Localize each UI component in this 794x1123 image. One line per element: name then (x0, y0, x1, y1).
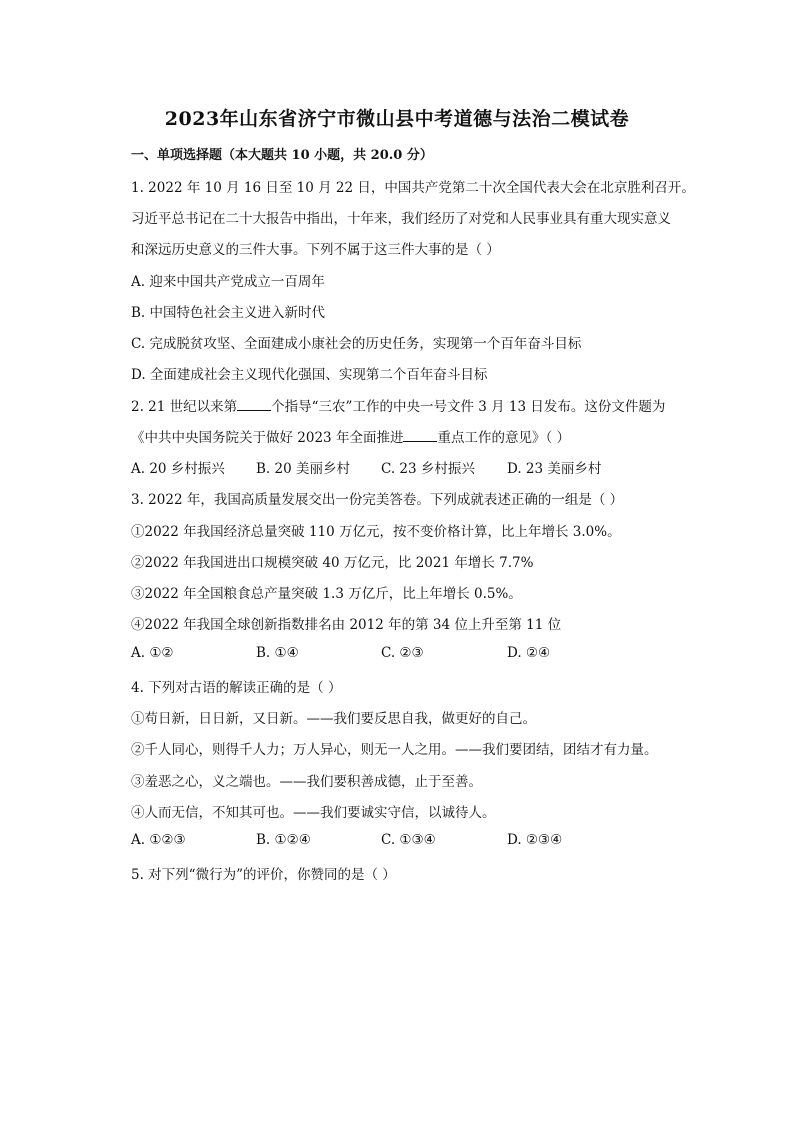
page-title: 2023年山东省济宁市微山县中考道德与法治二模试卷 (164, 108, 630, 130)
question-2-option-b: B. 20 美丽乡村 (256, 461, 350, 477)
question-3-option-d: D. ②④ (507, 645, 551, 661)
question-1-option-a: A. 迎来中国共产党成立一百周年 (131, 274, 325, 290)
question-1-option-d: D. 全面建成社会主义现代化强国、实现第二个百年奋斗目标 (131, 367, 488, 383)
question-2-line-1 (131, 395, 665, 415)
question-2-line-2-end: 重点工作的意见》（ ） (437, 430, 570, 446)
question-3-statement-3: ③2022 年全国粮食总产量突破 1.3 万亿斤，比上年增长 0.5%。 (131, 586, 522, 602)
question-2-option-c: C. 23 乡村振兴 (381, 461, 475, 477)
question-1-line-2: 习近平总书记在二十大报告中指出，十年来，我们经历了对党和人民事业具有重大现实意义 (131, 211, 671, 227)
question-4-statement-2: ②千人同心，则得千人力；万人异心，则无一人之用。——我们要团结，团结才有力量。 (131, 742, 658, 758)
question-1-line-3: 和深远历史意义的三件大事。下列不属于这三件大事的是（ ） (131, 242, 500, 258)
question-4-option-a: A. ①②③ (131, 832, 186, 848)
question-4-option-b: B. ①②④ (256, 832, 311, 848)
question-4-statement-1: ①苟日新，日日新，又日新。——我们要反思自我，做更好的自己。 (131, 711, 536, 727)
question-3-option-c: C. ②③ (381, 645, 424, 661)
question-3-option-a: A. ①② (131, 645, 174, 661)
question-3-line-1: 3. 2022 年，我国高质量发展交出一份完美答卷。下列成就表述正确的一组是（ ） (131, 492, 624, 508)
question-2-line-1-start: 2. 21 世纪以来第 (131, 399, 238, 415)
question-4-statement-4: ④人而无信，不知其可也。——我们要诚实守信，以诚待人。 (131, 805, 496, 821)
question-2-line-2 (131, 426, 570, 446)
question-3-options (131, 645, 691, 665)
question-1-line-1: 1. 2022 年 10 月 16 日至 10 月 22 日，中国共产党第二十次全国代表大会在北京胜利召开。 (131, 180, 695, 196)
question-1-option-c: C. 完成脱贫攻坚、全面建成小康社会的历史任务，实现第一个百年奋斗目标 (131, 336, 582, 352)
question-4-statement-3: ③羞恶之心，义之端也。——我们要积善成德，止于至善。 (131, 774, 482, 790)
question-4-line-1: 4. 下列对古语的解读正确的是（ ） (131, 680, 342, 696)
question-5-line-1: 5. 对下列“微行为”的评价，你赞同的是（ ） (131, 867, 396, 883)
question-2-line-2-start: 《中共中央国务院关于做好 2023 年全面推进 (131, 430, 404, 446)
question-2-options (131, 457, 691, 477)
question-3-option-b: B. ①④ (256, 645, 299, 661)
fill-blank (403, 429, 437, 442)
fill-blank (237, 398, 271, 411)
question-3-statement-1: ①2022 年我国经济总量突破 110 万亿元，按不变价格计算，比上年增长 3.0%。 (131, 524, 621, 540)
question-1-option-b: B. 中国特色社会主义进入新时代 (131, 305, 326, 321)
question-4-options (131, 832, 691, 852)
question-4-option-d: D. ②③④ (507, 832, 563, 848)
question-3-statement-4: ④2022 年我国全球创新指数排名由 2012 年的第 34 位上升至第 11 位 (131, 617, 562, 633)
question-3-statement-2: ②2022 年我国进出口规模突破 40 万亿元，比 2021 年增长 7.7% (131, 555, 534, 571)
question-4-option-c: C. ①③④ (381, 832, 436, 848)
question-2-option-d: D. 23 美丽乡村 (507, 461, 602, 477)
question-2-option-a: A. 20 乡村振兴 (131, 461, 225, 477)
section-heading: 一、单项选择题（本大题共 10 小题，共 20.0 分） (131, 148, 433, 163)
question-2-line-1-end: 个指导“三农”工作的中央一号文件 3 月 13 日发布。这份文件题为 (271, 399, 666, 415)
